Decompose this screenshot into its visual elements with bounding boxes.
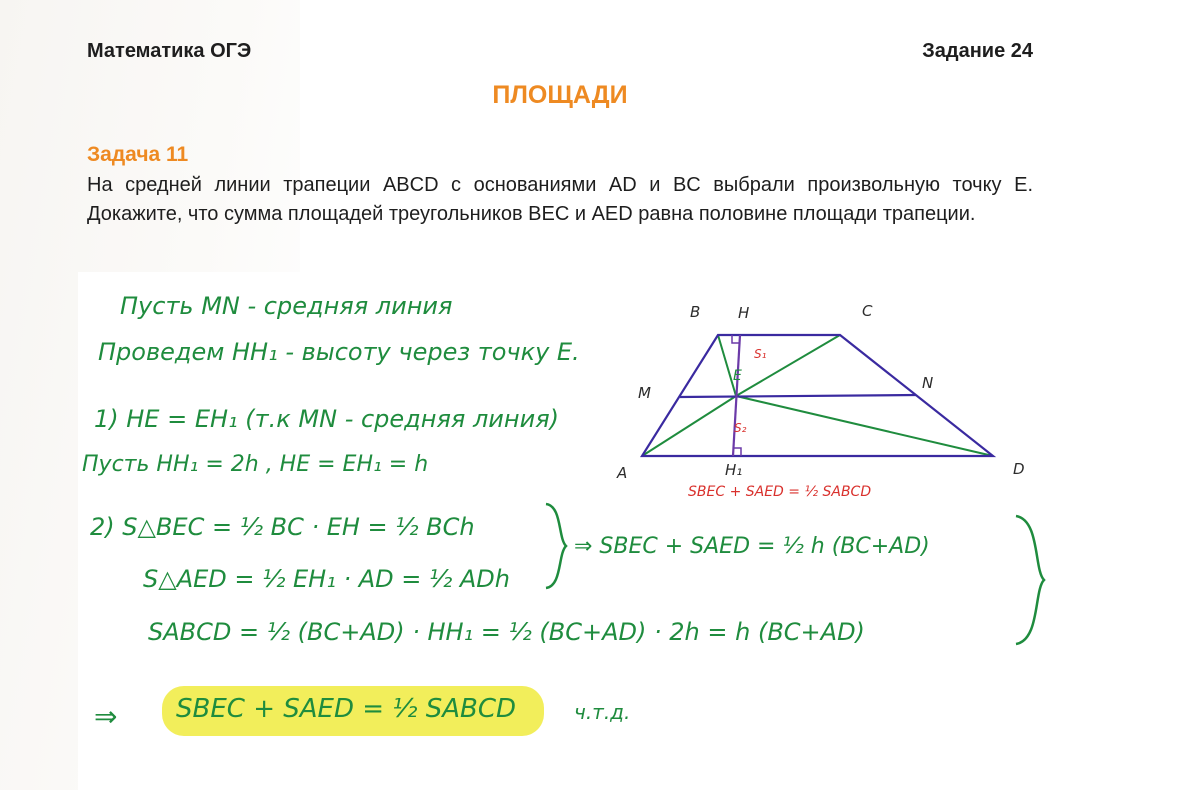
conclusion-formula: SBEC + SAED = ½ SABCD	[176, 694, 517, 724]
label-H: H	[738, 304, 750, 322]
solution-line-4: Пусть HH₁ = 2h , HE = EH₁ = h	[82, 452, 429, 477]
trapezoid-diagram	[600, 290, 1060, 510]
label-N: N	[922, 374, 934, 392]
brace-left	[540, 500, 574, 592]
qed-mark: ч.т.д.	[574, 700, 631, 724]
solution-line-6: S△AED = ½ EH₁ · AD = ½ ADh	[143, 565, 510, 593]
subject-header: Математика ОГЭ	[87, 40, 252, 62]
brace-right	[1010, 512, 1052, 648]
segment-BE	[718, 335, 736, 396]
solution-line-5: 2) S△BEC = ½ BC · EH = ½ BCh	[90, 513, 475, 541]
section-title: ПЛОЩАДИ	[492, 81, 628, 109]
implies-arrow: ⇒	[94, 700, 118, 733]
diagram-caption: SBEC + SAED = ½ SABCD	[688, 484, 872, 500]
label-B: B	[690, 303, 701, 321]
solution-line-1: Пусть MN - средняя линия	[120, 292, 453, 320]
label-H1: H₁	[725, 461, 743, 479]
task-number-header: Задание 24	[922, 40, 1033, 62]
label-E: E	[733, 368, 742, 384]
label-C: C	[862, 302, 873, 320]
midline-MN	[680, 395, 916, 397]
problem-label: Задача 11	[87, 143, 189, 166]
solution-line-3: 1) HE = EH₁ (т.к MN - средняя линия)	[94, 405, 559, 433]
solution-line-7: ⇒ SBEC + SAED = ½ h (BC+AD)	[574, 534, 930, 559]
label-A: A	[617, 464, 628, 482]
label-S1: S₁	[754, 347, 767, 361]
problem-text: На средней линии трапеции ABCD с основаниями AD и BC выбрали произвольную точку E. Докажите, что сумма площадей треугольников BEC и AED равна половине площади трапеции.	[87, 174, 1033, 225]
solution-line-8: SABCD = ½ (BC+AD) · HH₁ = ½ (BC+AD) · 2h = h (BC+AD)	[148, 618, 865, 646]
segment-CE	[736, 335, 840, 396]
label-M: M	[638, 384, 651, 402]
label-D: D	[1013, 460, 1025, 478]
solution-line-2: Проведем HH₁ - высоту через точку E.	[98, 338, 580, 366]
label-S2: S₂	[734, 421, 747, 435]
segment-AE	[642, 396, 736, 456]
